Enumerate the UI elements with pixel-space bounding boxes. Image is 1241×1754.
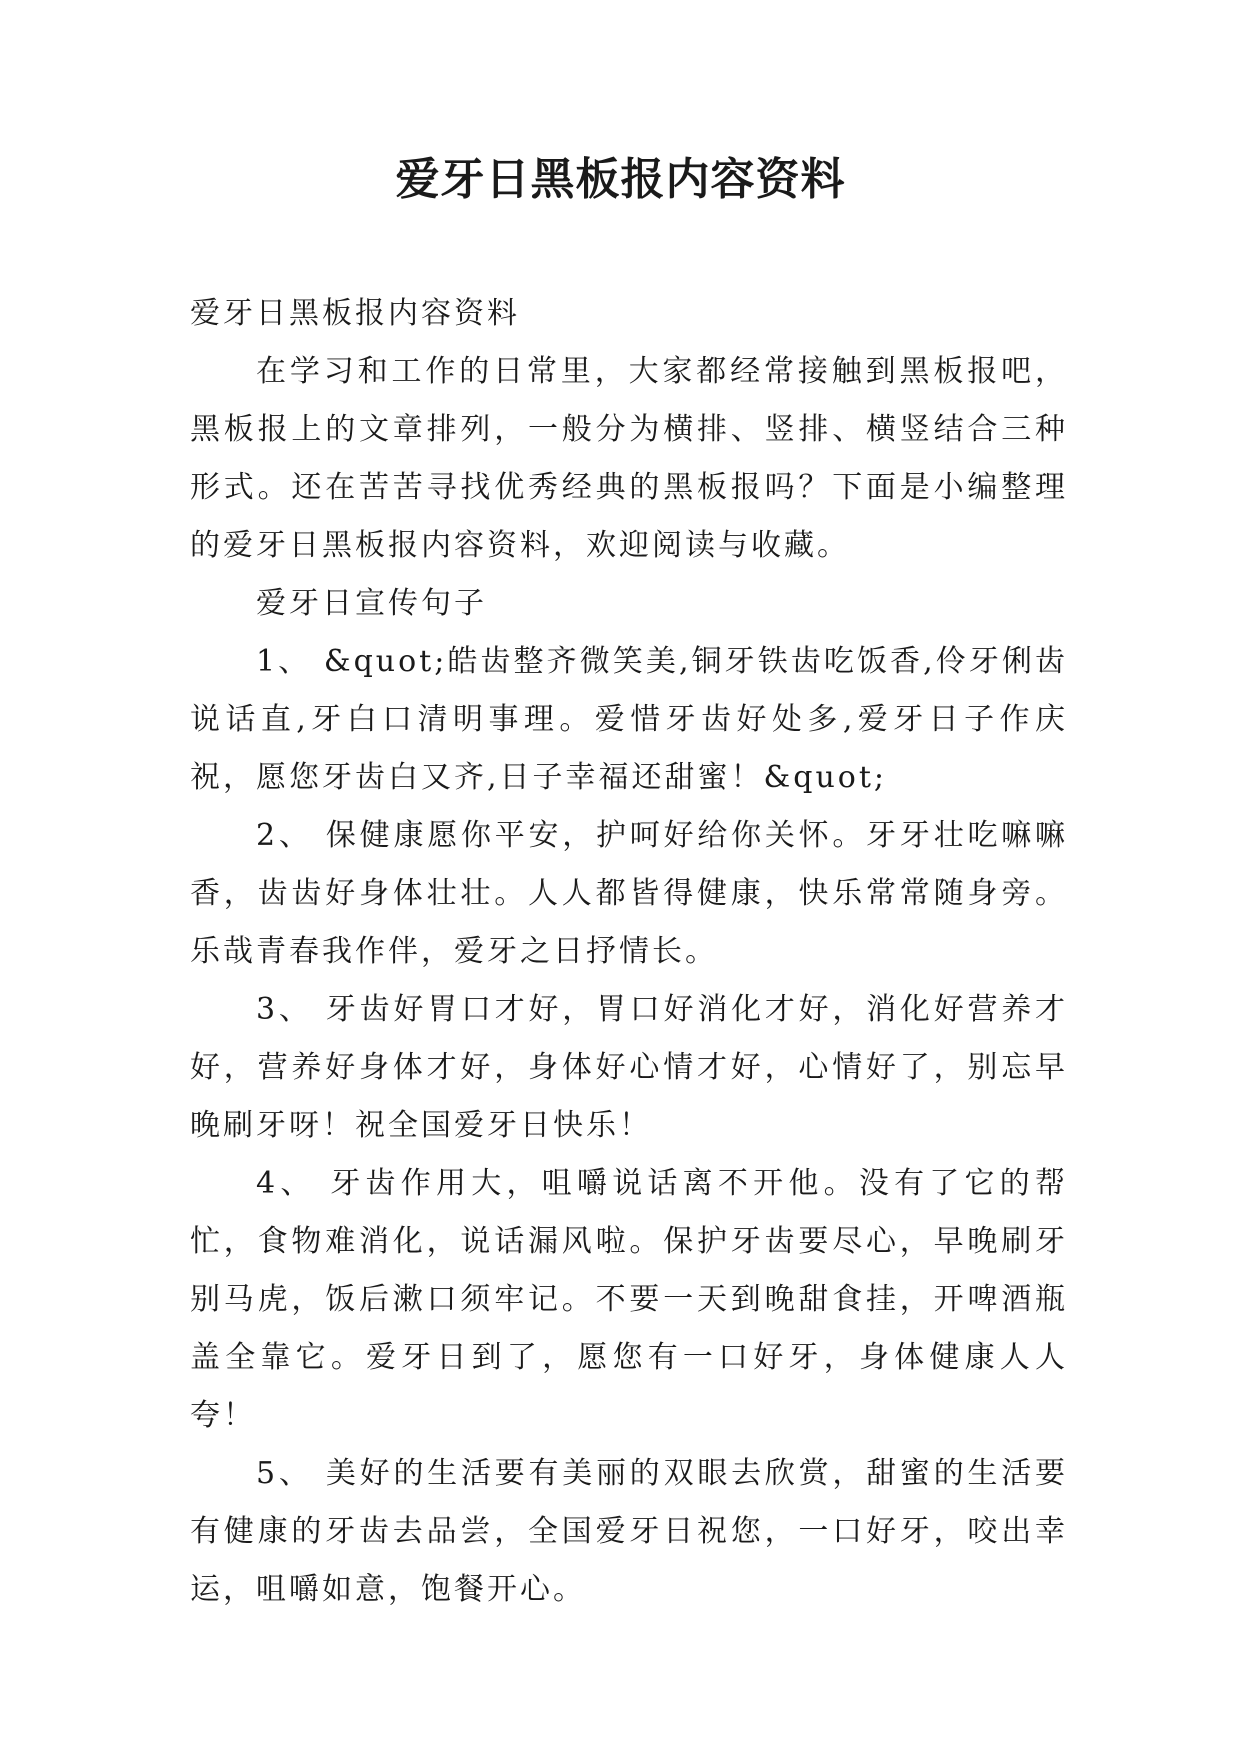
section-heading: 爱牙日宣传句子 bbox=[256, 586, 487, 621]
list-item: 4、 牙齿作用大，咀嚼说话离不开他。没有了它的帮忙，食物难消化，说话漏风啦。保护牙齿要尽心，早晚刷牙别马虎，饭后漱口须牢记。不要一天到晚甜食挂，开啤酒瓶盖全靠它。爱牙日到了，愿您有一口好牙，身体健康人人夸！ bbox=[190, 1166, 1068, 1433]
intro-paragraph: 在学习和工作的日常里，大家都经常接触到黑板报吧，黑板报上的文章排列，一般分为横排、竖排、横竖结合三种形式。还在苦苦寻找优秀经典的黑板报吗？下面是小编整理的爱牙日黑板报内容资料，欢迎阅读与收藏。 bbox=[190, 354, 1068, 563]
document-body bbox=[190, 285, 1068, 1619]
list-item: 3、 牙齿好胃口才好，胃口好消化才好，消化好营养才好，营养好身体才好，身体好心情才好，心情好了，别忘早晚刷牙呀！祝全国爱牙日快乐！ bbox=[190, 992, 1068, 1143]
list-item: 2、 保健康愿你平安，护呵好给你关怀。牙牙壮吃嘛嘛香，齿齿好身体壮壮。人人都皆得健康，快乐常常随身旁。乐哉青春我作伴，爱牙之日抒情长。 bbox=[190, 818, 1068, 969]
list-item: 1、 &quot;皓齿整齐微笑美,铜牙铁齿吃饭香,伶牙俐齿说话直,牙白口清明事理。爱惜牙齿好处多,爱牙日子作庆祝，愿您牙齿白又齐,日子幸福还甜蜜！&quot; bbox=[190, 644, 1068, 795]
document-subtitle: 爱牙日黑板报内容资料 bbox=[190, 296, 520, 331]
document-title: 爱牙日黑板报内容资料 bbox=[395, 154, 846, 205]
list-item: 5、 美好的生活要有美丽的双眼去欣赏，甜蜜的生活要有健康的牙齿去品尝，全国爱牙日祝您，一口好牙，咬出幸运，咀嚼如意，饱餐开心。 bbox=[190, 1456, 1068, 1607]
